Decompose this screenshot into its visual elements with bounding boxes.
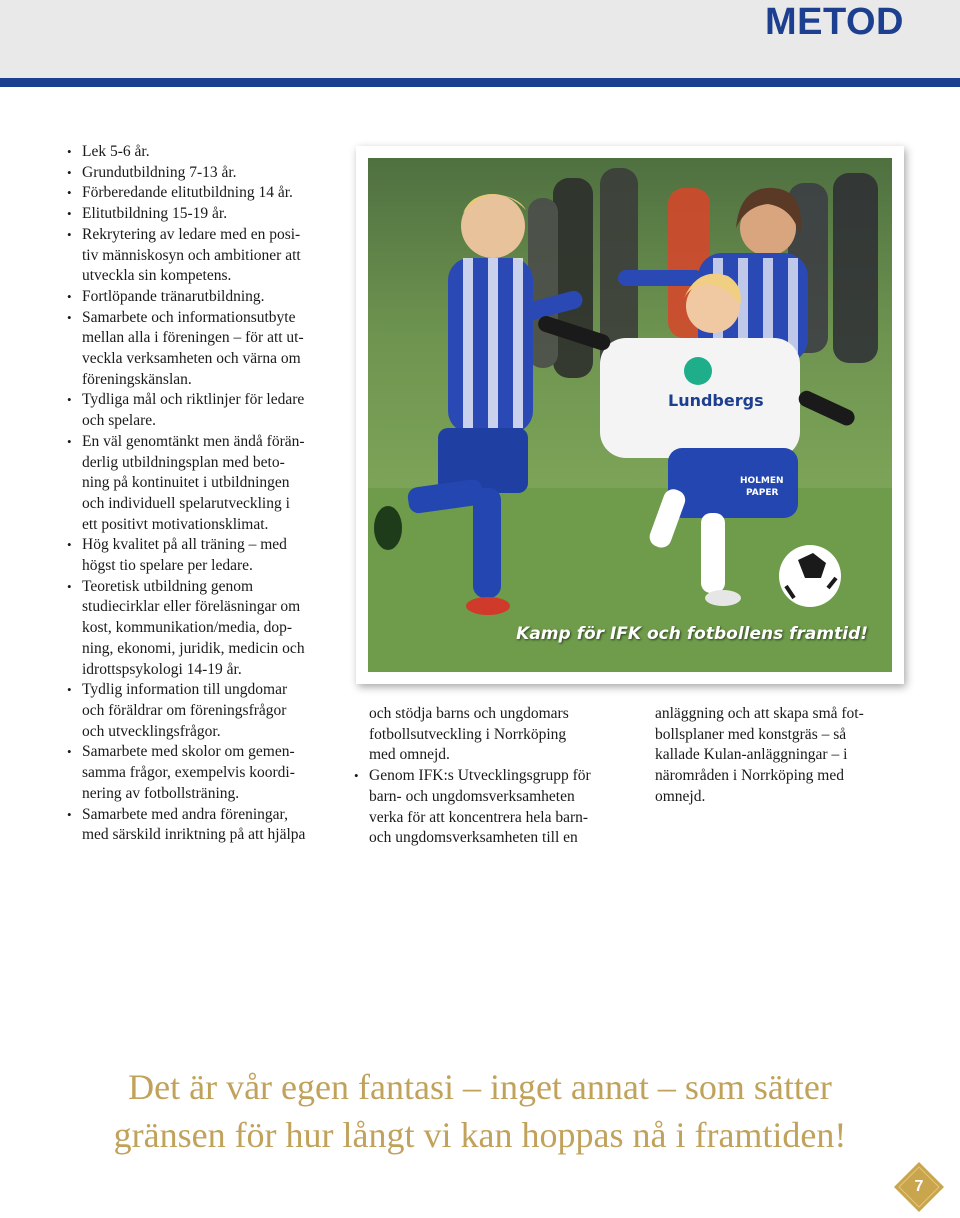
football: [779, 545, 841, 607]
continued-text: anläggning och att skapa små fot- bollsplaner med konstgräs – så kallade Kulan-anläggningar – i närområden i Norrköping med omnejd.: [655, 705, 864, 805]
pull-quote-line-2: gränsen för hur långt vi kan hoppas nå i framtiden!: [113, 1115, 847, 1155]
bullet-item: • Tydliga mål och riktlinjer för ledare och spelare.: [67, 390, 352, 431]
bullet-item: • Fortlöpande tränarutbildning.: [67, 287, 352, 308]
photo-frame: [356, 146, 904, 684]
continued-text: och stödja barns och ungdomars fotbollsutveckling i Norrköping med omnejd.: [369, 705, 569, 764]
page-number-badge: [893, 1161, 945, 1213]
photo-caption: Kamp för IFK och fotbollens framtid!: [516, 624, 868, 644]
bullet-item: • Samarbete med andra föreningar, med särskild inriktning på att hjälpa: [67, 805, 352, 846]
bullet-item: • Samarbete och informationsutbyte mellan alla i föreningen – för att ut- veckla verksamheten och värna om föreningskänslan.: [67, 308, 352, 391]
bullet-item: • Hög kvalitet på all träning – med högst tio spelare per ledare.: [67, 535, 352, 576]
header-rule: [0, 78, 960, 87]
bullet-item: • Rekrytering av ledare med en posi- tiv människosyn och ambitioner att utveckla sin kompetens.: [67, 225, 352, 287]
football-photo-illustration: [368, 158, 892, 672]
page-number: 7: [914, 1178, 924, 1195]
section-title: METOD: [764, 1, 904, 43]
bullet-item: • Grundutbildning 7-13 år.: [67, 163, 352, 184]
bullet-item: • Lek 5-6 år.: [67, 142, 352, 163]
bullet-item: • Samarbete med skolor om gemen- samma frågor, exempelvis koordi- nering av fotbollsträning.: [67, 742, 352, 804]
football-photo: [368, 158, 892, 672]
bullet-item: • Förberedande elitutbildning 14 år.: [67, 183, 352, 204]
text-column-right: [640, 704, 910, 808]
bullet-item: • Teoretisk utbildning genom studiecirklar eller föreläsningar om kost, kommunikation/media, dop- ning, ekonomi, juridik, medicin och idrottspsykologi 14-19 år.: [67, 577, 352, 681]
pull-quote-line-1: Det är vår egen fantasi – inget annat – som sätter: [128, 1067, 832, 1107]
bullet-item: • Genom IFK:s Utvecklingsgrupp för barn- och ungdomsverksamheten verka för att koncentrera hela barn- och ungdomsverksamheten till en: [354, 766, 629, 849]
bullet-item: • En väl genomtänkt men ändå förän- derlig utbildningsplan med beto- ning på kontinuitet i utbildningen och individuell spelarutveckling i ett positivt motivationsklimat.: [67, 432, 352, 536]
text-column-middle: [354, 704, 629, 849]
text-column-left: [67, 142, 352, 846]
bullet-item: • Elitutbildning 15-19 år.: [67, 204, 352, 225]
bullet-item: • Tydlig information till ungdomar och föräldrar om föreningsfrågor och utvecklingsfrågor.: [67, 680, 352, 742]
pull-quote: [40, 1063, 920, 1159]
shirt-sponsor: Lundbergs: [668, 391, 764, 410]
shorts-sponsor-line2: PAPER: [746, 488, 779, 498]
shorts-sponsor-line1: HOLMEN: [740, 476, 784, 486]
